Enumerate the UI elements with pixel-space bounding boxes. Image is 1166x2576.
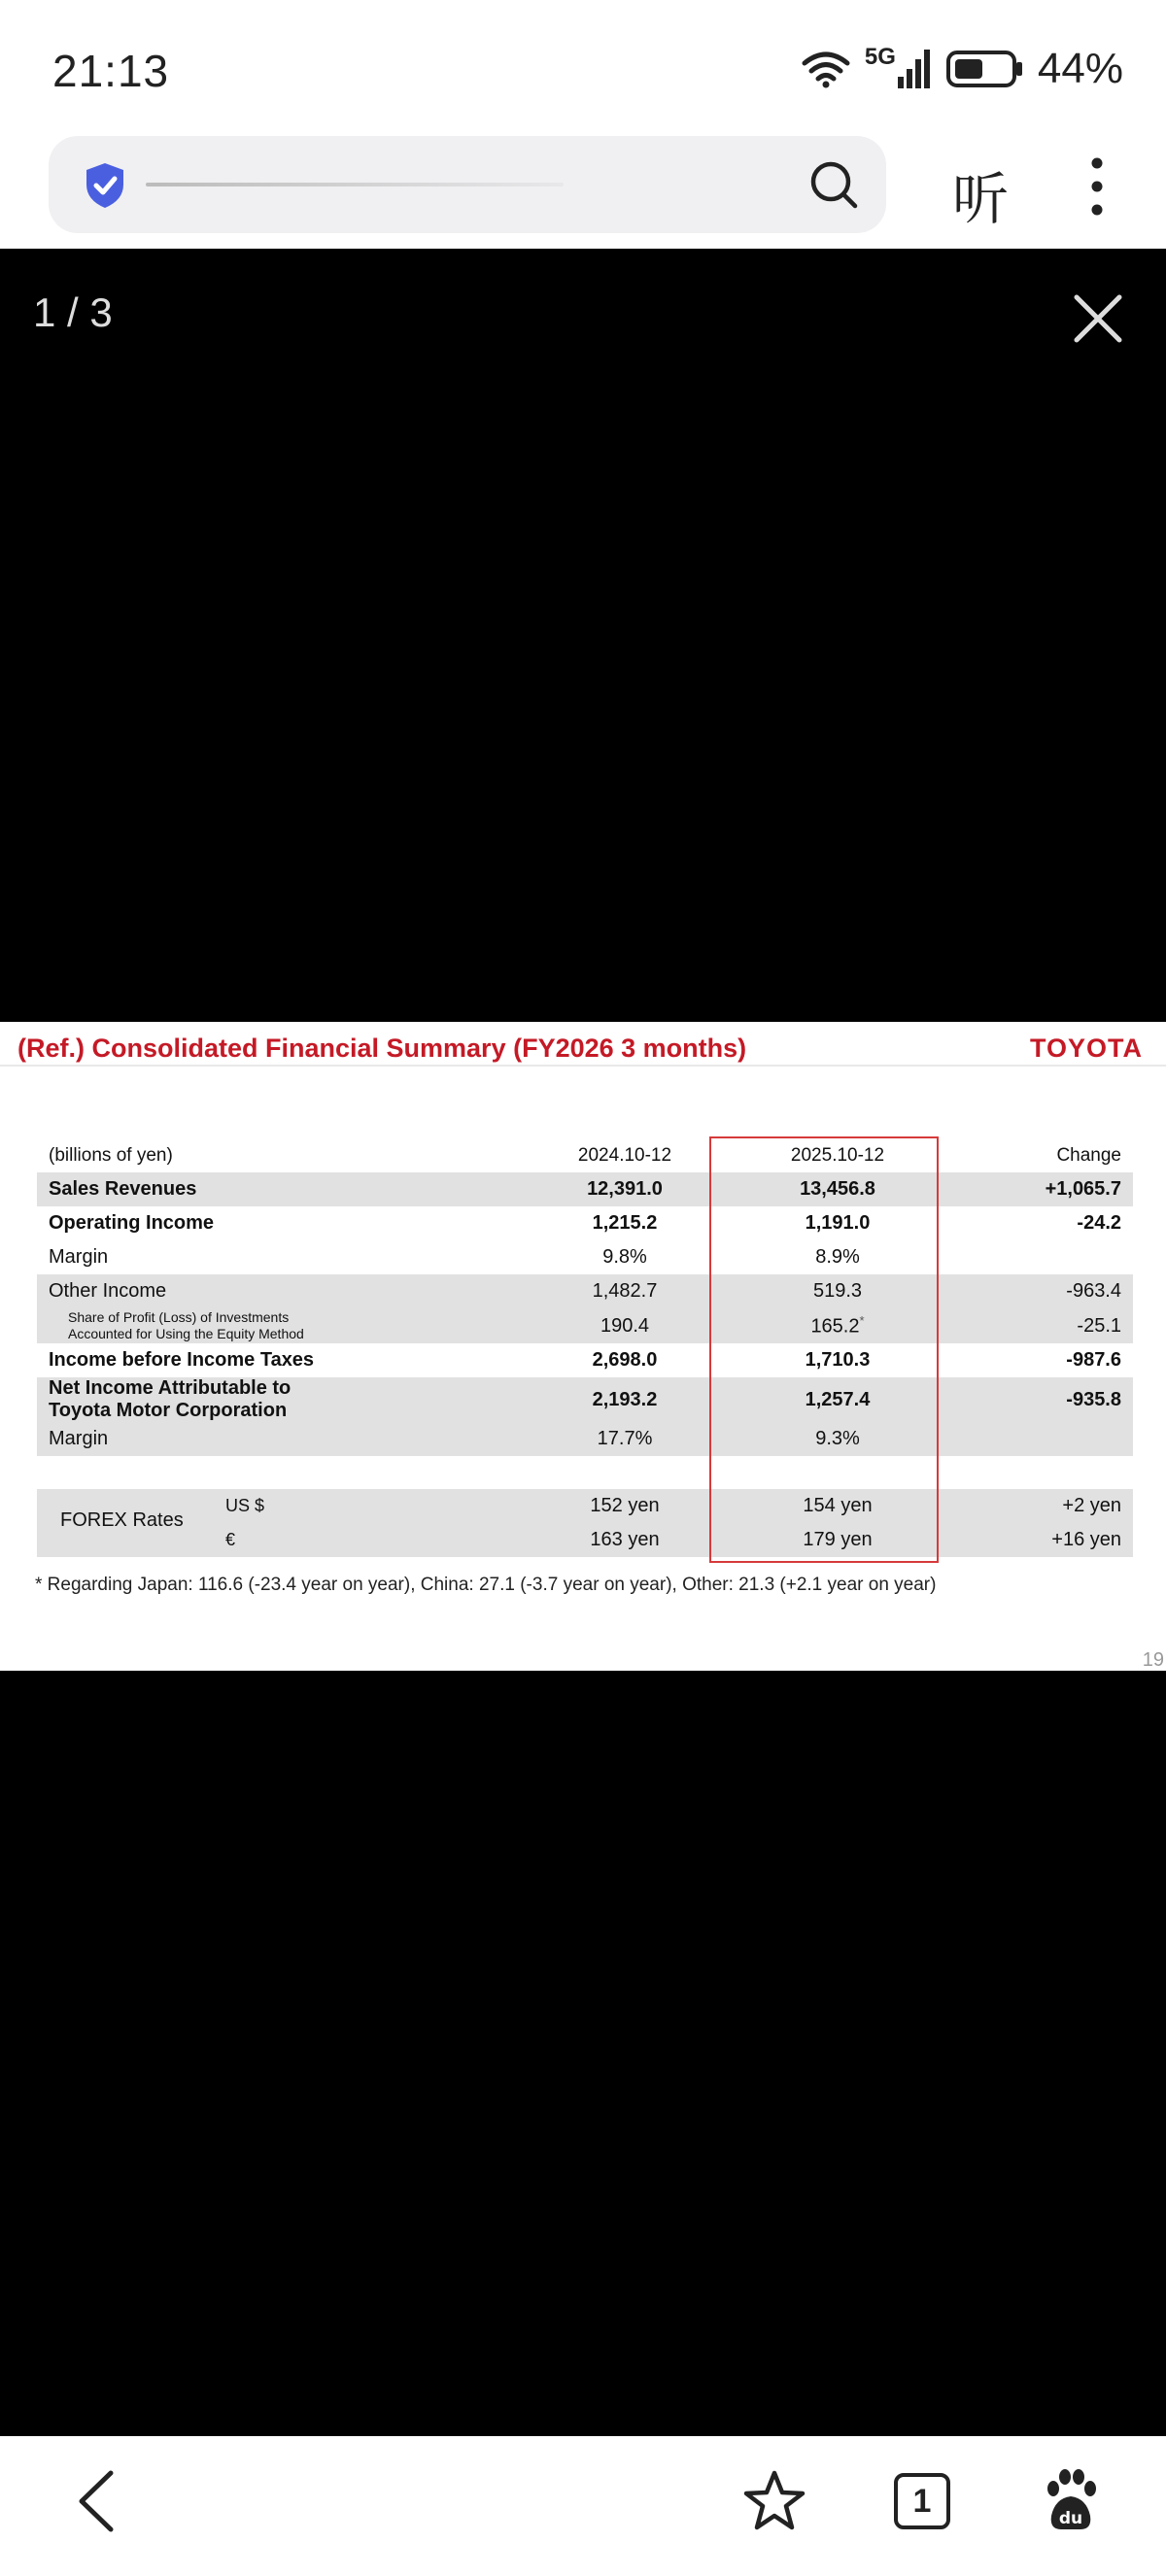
table-row: Net Income Attributable to Toyota Motor Corporation 2,193.2 1,257.4 -935.8 [37,1377,1133,1422]
image-counter: 1 / 3 [33,289,113,335]
highlight-box-visible [709,1136,939,1563]
table-row: Sales Revenues 12,391.0 13,456.8 +1,065.7 [37,1172,1133,1206]
browser-toolbar [0,132,1166,249]
page-number: 19 [1142,1649,1164,1671]
signal-block [864,44,933,90]
table-row: Margin 17.7% 9.3% [37,1422,1133,1456]
table-row: Margin 9.8% 8.9% [49,1246,860,1268]
footnote-marker: * [859,1313,865,1329]
baidu-paw-icon[interactable] [1042,2469,1100,2533]
more-options-icon[interactable] [1077,155,1117,218]
table-header-row [37,1138,1133,1172]
search-icon[interactable] [808,159,859,210]
brand-logo-text: TOYOTA [1029,1034,1143,1063]
forex-label: FOREX Rates [60,1509,184,1531]
network-type: 5G [864,44,896,70]
table-row: Operating Income 1,215.2 1,191.0 -24.2 [49,1212,1121,1234]
table-row: FOREX Rates € 163 yen 179 yen +16 yen [37,1523,1133,1557]
battery-icon [946,50,1024,88]
status-icons [801,45,1123,93]
table-row: Other Income 1,482.7 519.3 -963.4 [37,1274,1133,1308]
bookmark-star-icon[interactable] [742,2469,806,2533]
table-row: Share of Profit (Loss) of Investments Accounted for Using the Equity Method 190.4 165.2* -25.1 [37,1308,1133,1343]
address-bar[interactable] [49,136,886,233]
back-icon[interactable] [74,2469,117,2533]
column-curr: 2025.10-12 [790,1144,885,1166]
wifi-icon [801,50,851,88]
battery-level: 44% [1037,45,1123,92]
svg-text:du: du [1058,2509,1083,2528]
tab-count: 1 [912,2482,932,2520]
net-income-label-2: Toyota Motor Corporation [49,1400,288,1421]
table-row: Income before Income Taxes 2,698.0 1,710.3 -987.6 [49,1349,1121,1371]
column-prev: 2024.10-12 [577,1144,672,1166]
status-bar [0,0,1166,132]
net-income-label-1: Net Income Attributable to [49,1377,292,1399]
title-divider [0,1065,1166,1067]
table-row: US $ 152 yen 154 yen +2 yen [37,1489,1133,1523]
usd-label: US $ [225,1496,265,1515]
page-load-progress [146,183,564,186]
share-profit-label-2: Accounted for Using the Equity Method [68,1326,304,1341]
financial-summary-table [37,1138,1133,1557]
table-spacer [37,1456,1133,1489]
eur-label: € [225,1530,236,1549]
status-time: 21:13 [52,46,170,96]
column-change: Change [1056,1144,1121,1166]
bottom-navigation [0,2436,1166,2576]
slide-image[interactable] [0,1022,1166,1671]
image-viewer [0,249,1166,2436]
signal-icon [865,48,933,90]
close-icon[interactable] [1073,293,1123,344]
tabs-button[interactable] [894,2473,950,2529]
share-profit-label-1: Share of Profit (Loss) of Investments [68,1309,290,1325]
slide-footnote: * Regarding Japan: 116.6 (-23.4 year on year), China: 27.1 (-3.7 year on year), Other: 21.3 (+2.1 year on year) [35,1575,1104,1596]
unit-label: (billions of yen) [49,1144,173,1166]
listen-button[interactable]: 听 [952,168,1010,231]
slide-title: (Ref.) Consolidated Financial Summary (FY2026 3 months) [17,1034,747,1063]
shield-icon [84,161,126,210]
